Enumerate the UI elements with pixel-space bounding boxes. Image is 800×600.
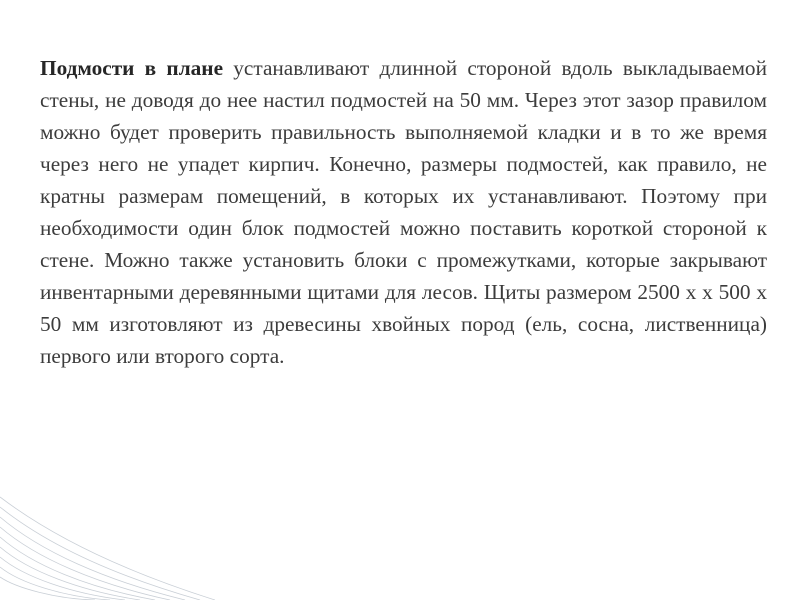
paragraph-body: устанавливают длинной стороной вдоль выкладываемой стены, не доводя до нее настил подмостей на 50 мм. Через этот зазор правилом можно будет проверить правильность выполняемой кладки и в то же время через него не упадет кирпич. Конечно, размеры подмостей, как правило, не кратны размерам помещений, в которых их устанавливают. Поэтому при необходимости один блок подмостей можно поставить короткой стороной к стене. Можно также установить блоки с промежутками, которые закрывают инвентарными деревянными щитами для лесов. Щиты размером 2500 х х 500 х 50 мм изготовляют из древесины хвойных пород (ель, сосна, лиственница) первого или второго сорта. [40,56,767,368]
corner-wave-decoration [0,485,215,600]
paragraph [40,52,767,372]
term-heading: Подмости в плане [40,56,224,80]
